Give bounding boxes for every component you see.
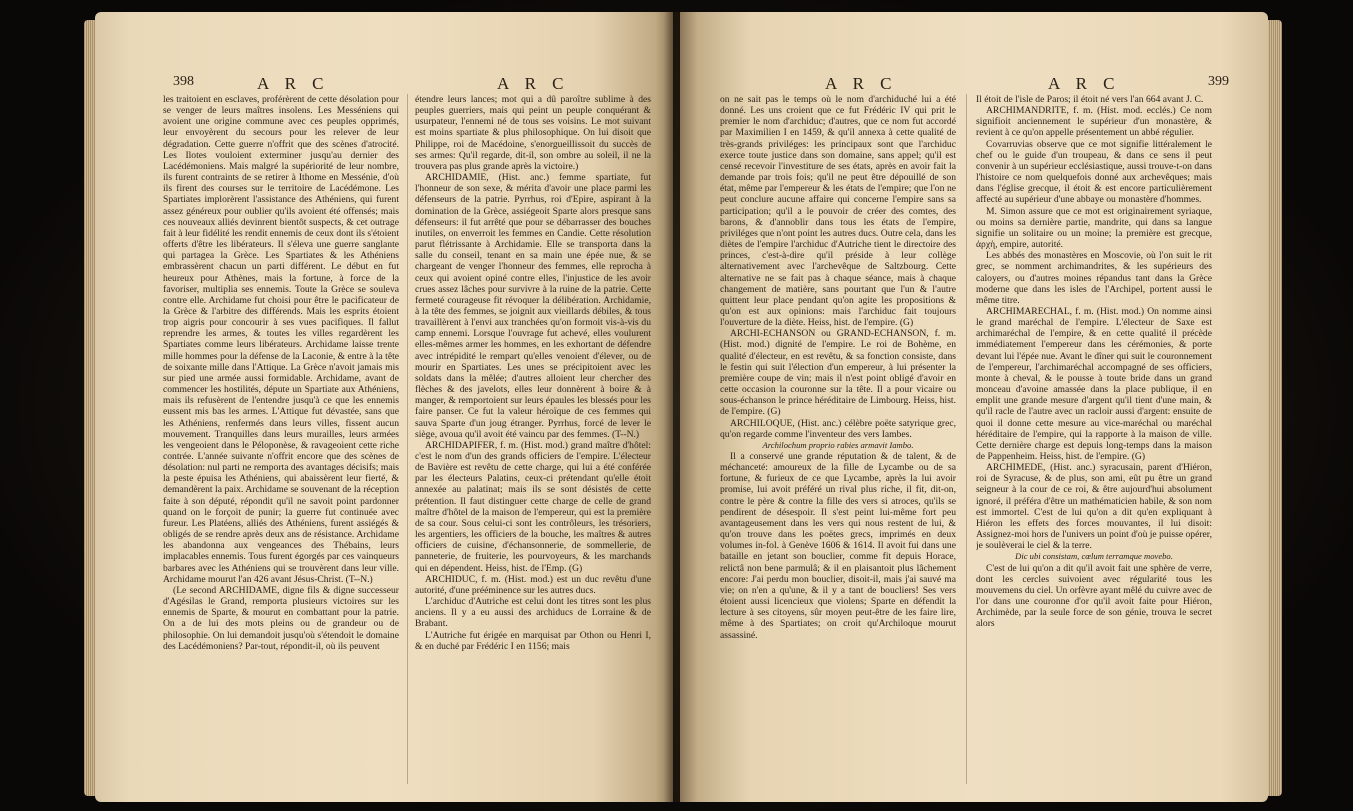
text-paragraph: ARCHIMANDRITE, f. m. (Hist. mod. ecclés.) Ce nom signifioit anciennement le supérieur d'un monastère, & revient à ce qu'on appelle présentement un abbé régulier.	[976, 105, 1212, 139]
right-column-2	[976, 94, 1212, 794]
text-paragraph: L'Autriche fut érigée en marquisat par Othon ou Henri I, & en duché par Frédéric I en 1156; mais	[415, 629, 651, 652]
text-paragraph: Covarruvias observe que ce mot signifie littéralement le chef ou le guide d'un troupeau, & dans ce sens il peut convenir à un supérieur ecclésiastique, aussi trouve-t-on dans l'histoire ce nom quelquefois donné aux archevêques; mais dans l'église grecque, il étoit & est encore particulièrement affecté au supérieur d'une abbaye ou monastère d'hommes.	[976, 138, 1212, 206]
page-number: 399	[1208, 74, 1229, 89]
column-divider	[407, 94, 408, 784]
left-page	[95, 12, 673, 802]
latin-quote: Dic ubi consistam, cœlum terramque movebo.	[1015, 551, 1173, 562]
page-number: 398	[173, 74, 194, 89]
text-paragraph: ARCHILOQUE, (Hist. anc.) célèbre poëte satyrique grec, qu'on regarde comme l'inventeur des vers Iambes.	[720, 417, 956, 440]
text-paragraph: on ne sait pas le temps où le nom d'archiduché lui a été donné. Les uns croient que ce fut Frédéric IV qui prit le premier le nom d'archiduc; d'autres, que ce nom fut accordé par Maximilien I en 1459, & qu'il annexa à cette qualité de très-grands priviléges: les principaux sont que l'archiduc exerce toute justice dans son domaine, sans appel; qu'il est censé recevoir l'investiture de ses états, après en avoir fait la demande par trois fois; qu'il ne peut être dépouillé de son état, même par l'empereur & les états de l'empire; que l'on ne peut conclure aucune affaire qui concerne l'empire sans sa participation; qu'il a le pouvoir de créer des comtes, des barons, & d'annoblir dans tous les états de l'empire, priviléges que n'ont point les autres ducs. Outre cela, dans les diètes de l'empire l'archiduc d'Autriche tient le directoire des princes, c'est-à-dire qu'il préside à leur collège alternativement avec l'archevêque de Saltzbourg. Cette alternative ne se fait pas à chaque séance, mais à chaque changement de matière, sans pourtant que l'un & l'autre quittent leur place pendant qu'on agite les propositions & qu'on est aux opinions: mais l'archiduc fait toujours l'ouverture de la diète. Heiss, hist. de l'empire. (G)	[720, 94, 956, 329]
text-paragraph: (Le second ARCHIDAME, digne fils & digne successeur d'Agésilas le Grand, remporta plusieurs victoires sur les ennemis de Sparte, & mourut en combattant pour la patrie. On a de lui des mots pleins ou de grandeur ou de philosophie. On lui demandoit jusqu'où s'étendoit le domaine des Lacédémoniens? Par-tout, répondit-il, où ils peuvent	[163, 584, 399, 652]
running-header: A R C	[1048, 74, 1121, 93]
running-header: A R C	[257, 74, 330, 93]
left-column-1	[163, 94, 399, 794]
text-paragraph: ARCHIDAPIFER, f. m. (Hist. mod.) grand maître d'hôtel: c'est le nom d'un des grands officiers de l'empire. L'électeur de Bavière est revêtu de cette charge, qui lui a été conférée par les électeurs Palatins, ceux-ci prétendant qu'elle étoit annexée au palatinat; mais ils se sont désistés de cette prétention. Il faut distinguer cette charge de celle de grand maître d'hôtel de la maison de l'empereur, qui est la première de sa cour. Sous celui-ci sont les contrôleurs, les trésoriers, les argentiers, les officiers de la bouche, les maîtres & autres officiers de cuisine, d'échansonnerie, de sommellerie, de panneterie, de fruiterie, les pourvoyeurs, & les marchands qui en dépendent. Heiss, hist. de l'Emp. (G)	[415, 439, 651, 574]
right-page-edges	[1268, 20, 1282, 796]
text-paragraph: C'est de lui qu'on a dit qu'il avoit fait une sphère de verre, dont les cercles suivoient avec régularité tous les mouvemens du ciel. Un orfèvre ayant mêlé du cuivre avec de l'or dans une couronne d'or qu'il avoit faite pour Hiéron, Archimède, par la seule force de son génie, trouva le secret alors	[976, 562, 1212, 630]
text-paragraph: M. Simon assure que ce mot est originairement syriaque, ou moins sa dernière partie, mandrite, qui dans sa langue signifie un solitaire ou un moine; la première est grecque, ἀρχὴ, empire, autorité.	[976, 205, 1212, 251]
text-paragraph: ARCHIMARECHAL, f. m. (Hist. mod.) On nomme ainsi le grand maréchal de l'empire. L'électeur de Saxe est archimaréchal de l'empire, & en cette qualité il précède immédiatement l'empereur dans les cérémonies, & porte devant lui l'épée nue. Avant le dîner qui suit le couronnement de l'empereur, l'archimaréchal accompagné de ses officiers, monte à cheval, & le pousse à toute bride dans un grand monceau d'avoine amassée dans la place publique, il en emplit une grande mesure d'argent qu'il tient d'une main, & qu'il racle de l'autre avec un racloir aussi d'argent: ensuite de quoi il donne cette mesure au vice-maréchal ou maréchal héréditaire de l'empire, qui la rapporte à la maison de ville. Cette dernière charge est depuis long-temps dans la maison de Pappenheim. Heiss, hist. de l'empire. (G)	[976, 305, 1212, 462]
text-paragraph: Les abbés des monastères en Moscovie, où l'on suit le rit grec, se nomment archimandrites, & les supérieurs des caloyers, ou d'autres moines répandus tant dans la Grèce moderne que dans les isles de l'Archipel, portent aussi le même titre.	[976, 250, 1212, 306]
text-paragraph: les traitoient en esclaves, proférèrent de cette désolation pour se venger de leurs maîtres insolens. Les Messéniens qui avoient une origine commune avec ces peuples opprimés, leur envoyèrent du secours pour les relever de leur dégradation. Cette guerre n'offrit que des scènes d'atrocité. Les Ilotes vouloient exterminer jusqu'au dernier des Lacédémoniens. Mais malgré la supériorité de leur nombre, ils furent contraints de se retirer à Ithome en Messénie, d'où ils firent des courses sur le territoire de Lacédémone. Les Spartiates implorèrent l'assistance des Athéniens, qui furent assez généreux pour oublier qu'ils avoient été offensés; mais ces nouveaux alliés devinrent bientôt suspects, & cet outrage fait à leur fidélité les rendit ennemis de ceux dont ils s'étoient offerts d'être les libérateurs. Il s'éleva une guerre sanglante qui partagea la Grèce. Les Spartiates & les Athéniens embrassèrent chacun un parti différent. Le début en fut heureux pour Athènes, mais la fortune, à force de la favoriser, multiplia ses ennemis. Toute la Grèce se souleva contre elle. Archidame fut choisi pour être le pacificateur de la Grèce & l'arbitre des différends. Mais les esprits étoient trop aigris pour concourir à ses vues pacifiques. Il fallut reprendre les armes, & toutes les villes regardèrent les Spartiates comme leurs libérateurs. Archidame laisse trente mille hommes pour la défense de la Laconie, & entre à la tête de soixante mille dans l'Attique. La Grèce n'avoit jamais mis sur pied une armée aussi formidable. Archidame, avant de commencer les hostilités, députe un Spartiate aux Athéniens, mais ils refusèrent de l'entendre jusqu'à ce que les ennemis eussent mis bas les armes. L'Attique fut dévastée, sans que les Athéniens, renfermés dans leurs villes, fissent aucun mouvement. Tranquilles dans leurs murailles, leurs armées les vengeoient dans le Péloponèse, & ravageoient cette riche contrée. L'année suivante n'offrit encore que des scènes de désolation: nul parti ne remporta des avantages décisifs; mais la peste épuisa les Athéniens, qui abaissèrent leur fierté, & demandèrent la paix. Archidame se souvenant de la réception faite à son député, répondit qu'il ne savoit point pardonner quand on le forçoit de punir; la guerre fut continuée avec fureur. Les Platéens, alliés des Athéniens, furent assiégés & obligés de se rendre après deux ans de résistance. Archidame les abandonna aux vengeances des Thébains, leurs implacables ennemis. Tous furent égorgés par ces vainqueurs barbares avec les Athéniens qui se trouvèrent dans leur ville. Archidame mourut l'an 426 avant Jésus-Christ. (T--N.)	[163, 94, 399, 585]
text-paragraph: ARCHIMEDE, (Hist. anc.) syracusain, parent d'Hiéron, roi de Syracuse, & de plus, son ami, eût pu être un grand seigneur à la cour de ce roi, & être aujourd'hui absolument ignoré, il préféra d'être un mathématicien habile, & son nom est immortel. C'est de lui qu'on a dit qu'en expliquant à Hiéron les effets des forces mouvantes, il lui disoit: Assignez-moi hors de l'univers un point d'où je puisse opérer, je soulèverai le ciel & la terre.	[976, 462, 1212, 552]
text-paragraph: ARCHIDUC, f. m. (Hist. mod.) est un duc revêtu d'une autorité, d'une prééminence sur les autres ducs.	[415, 573, 651, 596]
text-paragraph: ARCHIDAMIE, (Hist. anc.) femme spartiate, fut l'honneur de son sexe, & mérita d'avoir une place parmi les défenseurs de la patrie. Pyrrhus, roi d'Epire, aspirant à la domination de la Grèce, assiégeoit Sparte alors presque sans défenseurs: il fut arrêté que pour se débarrasser des bouches inutiles, on enverroit les femmes en Candie. Cette résolution parut flétrissante à Archidamie. Elle se transporta dans la salle du conseil, tenant en sa main une épée nue, & se chargeant de venger l'honneur des femmes, elle reprocha à ceux qui avoient opiné contre elles, l'injustice de les avoir crues assez lâches pour survivre à la ruine de la patrie. Cette fermeté courageuse fit révoquer la délibération. Archidamie, à la tête des femmes, se joignit aux vieillards débiles, & tous travaillèrent à l'envi aux tranchées qu'on formoit vis-à-vis du camp ennemi. Lorsque l'ouvrage fut achevé, elles voulurent elles-mêmes armer les hommes, en les exhortant de défendre avec intrépidité le rempart qu'elles venoient d'élever, ou de mourir en Spartiates. Les unes se précipitoient avec les soldats dans la mêlée; d'autres alloient leur chercher des flèches & des javelots, elles leur donnèrent à boire & à manger, & remportoient sur leurs épaules les blessés pour les faire panser. Ce fut la valeur héroïque de ces femmes qui sauva Sparte d'un joug étranger. Pyrrhus, forcé de lever le siège, avoua qu'il avoit été vaincu par des femmes. (T--N.)	[415, 172, 651, 440]
text-paragraph: ARCHI-ECHANSON ou GRAND-ECHANSON, f. m. (Hist. mod.) dignité de l'empire. Le roi de Bohème, en qualité d'électeur, en est revêtu, & sa fonction consiste, dans le festin qui suit l'élection d'un empereur, à lui présenter la première coupe de vin; mais il n'est point obligé d'avoir en cette occasion la couronne sur la tête. Il a pour vicaire ou sous-échanson le prince héréditaire de Limbourg. Heiss, hist. de l'empire. (G)	[720, 328, 956, 418]
running-header: A R C	[497, 74, 570, 93]
text-paragraph: L'archiduc d'Autriche est celui dont les titres sont les plus anciens. Il y a eu aussi des archiducs de Lorraine & de Brabant.	[415, 596, 651, 630]
column-divider	[966, 94, 967, 784]
running-header: A R C	[825, 74, 898, 93]
right-column-1	[720, 94, 956, 794]
latin-quote: Archilochum proprio rabies armavit Iambo.	[762, 439, 914, 450]
right-page	[680, 12, 1268, 802]
text-paragraph: Il a conservé une grande réputation & de talent, & de méchanceté: amoureux de la fille de Lycambe ou de sa fortune, & furieux de ce que Lycambe, après la lui avoir promise, lui avoit préféré un rival plus riche, il fit, dit-on, contre le père & contre la fille des vers si atroces, qu'ils se pendirent de désespoir. Il s'est peint lui-même fort peu avantageusement dans les vers qui nous restent de lui, & qu'on trouve dans les poëtes grecs, imprimés en deux volumes in-fol. à Genève 1606 & 1614. Il avoit fui dans une bataille en jetant son bouclier, comme fit depuis Horace, relictâ non bene parmulâ; & il en plaisantoit plus lâchement encore: J'ai perdu mon bouclier, disoit-il, mais j'ai sauvé ma vie; on n'en a qu'une, & il y a tant de boucliers! Ses vers étoient aussi licencieux que violens; Sparte en défendit la lecture à ses citoyens, sûr moyen peut-être de les faire lire, même à des Spartiates; on croit qu'Archiloque mourut assassiné.	[720, 451, 956, 641]
text-paragraph: étendre leurs lances; mot qui a dû paroître sublime à des peuples guerriers, mais qui peint un peuple conquérant & usurpateur, l'ennemi né de tous ses voisins. Le mot suivant est moins spartiate & plus philosophique. On lui disoit que Philippe, roi de Macédoine, s'enorgueillissoit du succès de ses armes: Qu'il regarde, dit-il, son ombre au soleil, il ne la trouvera pas plus grande après la victoire.)	[415, 94, 651, 172]
left-column-2	[415, 94, 651, 794]
text-paragraph: Il étoit de l'isle de Paros; il étoit né vers l'an 664 avant J. C.	[976, 94, 1204, 105]
